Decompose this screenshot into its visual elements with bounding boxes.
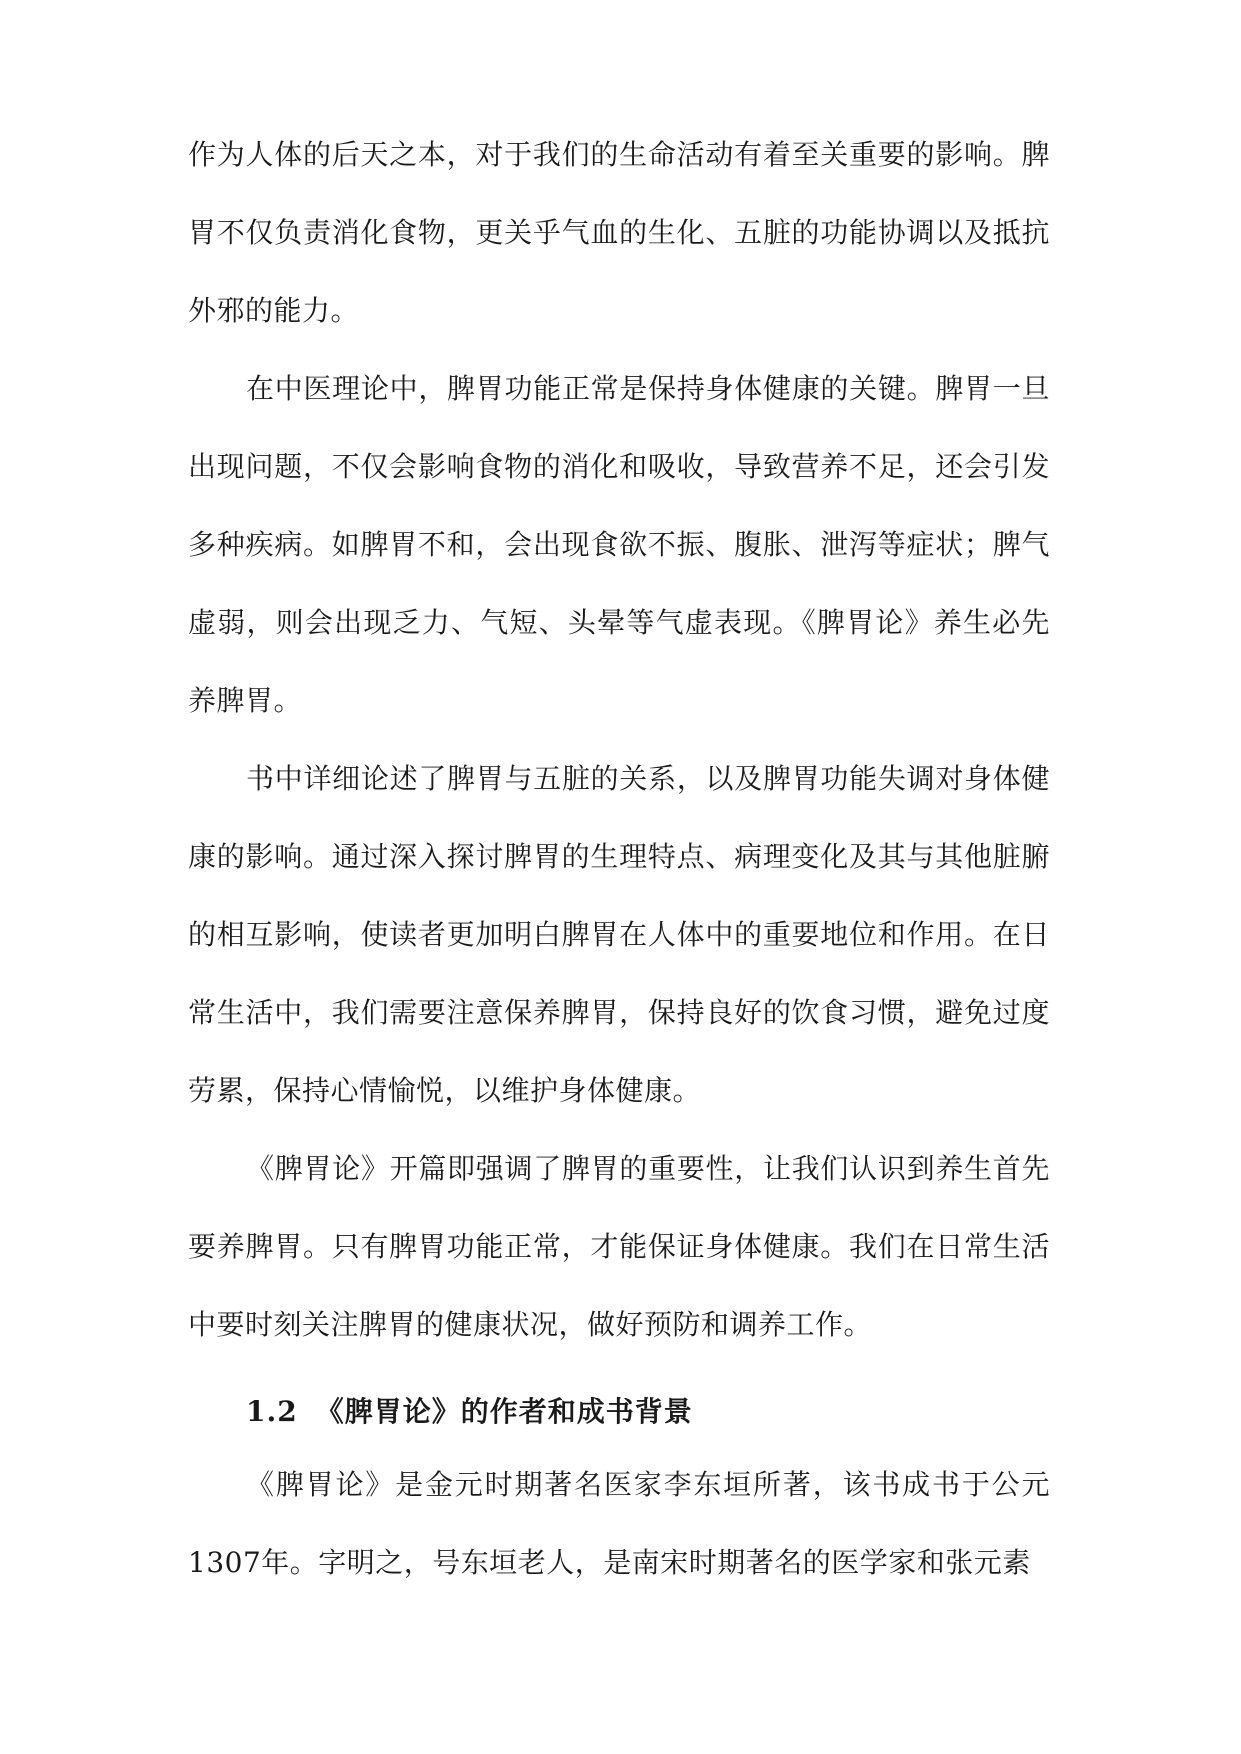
body-text-upper [188,116,1050,1364]
section-heading [246,1392,693,1432]
paragraph-4: 《脾胃论》开篇即强调了脾胃的重要性，让我们认识到养生首先要养脾胃。只有脾胃功能正常，才能保证身体健康。我们在日常生活中要时刻关注脾胃的健康状况，做好预防和调养工作。 [188,1152,1050,1341]
section-title: 《脾胃论》的作者和成书背景 [315,1395,693,1428]
section-number: 1.2 [246,1395,298,1428]
paragraph-5: 《脾胃论》是金元时期著名医家李东垣所著，该书成书于公元1307年。字明之，号东垣老人，是南宋时期著名的医学家和张元素 [188,1468,1050,1579]
paragraph-3: 书中详细论述了脾胃与五脏的关系，以及脾胃功能失调对身体健康的影响。通过深入探讨脾胃的生理特点、病理变化及其与其他脏腑的相互影响，使读者更加明白脾胃在人体中的重要地位和作用。在日常生活中，我们需要注意保养脾胃，保持良好的饮食习惯，避免过度劳累，保持心情愉悦，以维护身体健康。 [188,762,1050,1107]
body-text-lower [188,1446,1050,1602]
paragraph-1: 作为人体的后天之本，对于我们的生命活动有着至关重要的影响。脾胃不仅负责消化食物，更关乎气血的生化、五脏的功能协调以及抵抗外邪的能力。 [188,138,1050,327]
paragraph-2: 在中医理论中，脾胃功能正常是保持身体健康的关键。脾胃一旦出现问题，不仅会影响食物的消化和吸收，导致营养不足，还会引发多种疾病。如脾胃不和，会出现食欲不振、腹胀、泄泻等症状；脾气虚弱，则会出现乏力、气短、头晕等气虚表现。《脾胃论》养生必先养脾胃。 [188,372,1050,717]
